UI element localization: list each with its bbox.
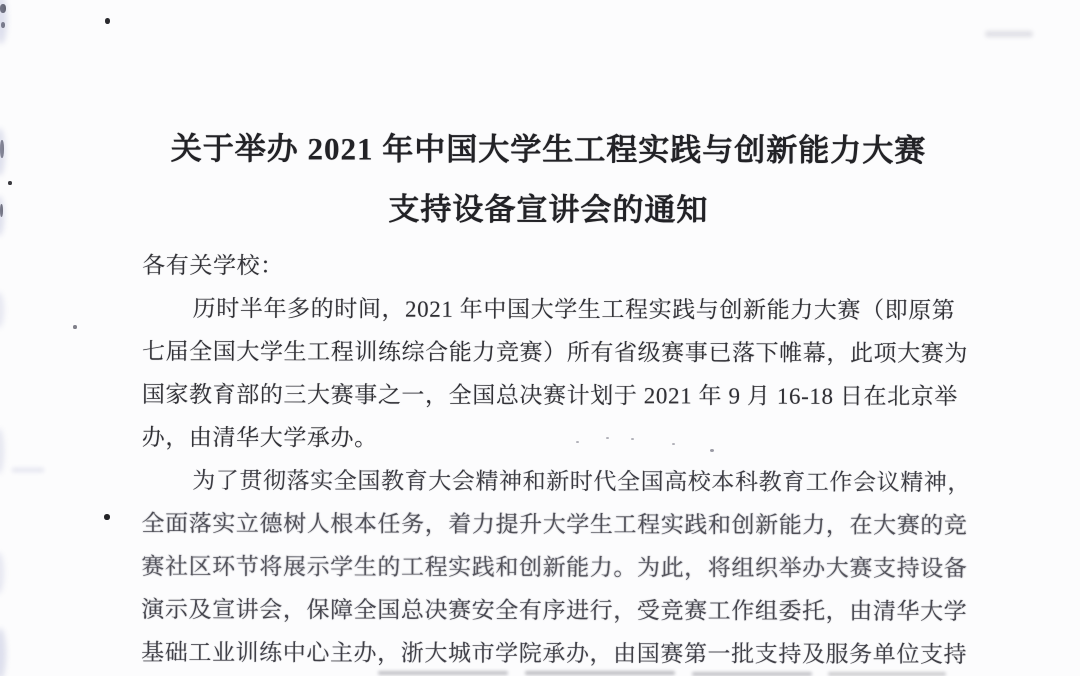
paragraph-2-line-4: 演示及宣讲会，保障全国总决赛安全有序进行，受竞赛工作组委托，由清华大学: [141, 596, 968, 625]
paragraph-1-line-4: 办，由清华大学承办。: [141, 424, 378, 451]
scan-dot: [631, 438, 634, 440]
cutoff-next-line-smudge: [378, 671, 508, 675]
paragraph-1-line-2: 七届全国大学生工程训练综合能力竞赛）所有省级赛事已落下帷幕，此项大赛为: [141, 338, 968, 367]
scan-dot: [606, 437, 609, 439]
scan-dot: [672, 443, 675, 445]
title-line-2: 支持设备宣讲会的通知: [388, 191, 709, 228]
salutation: 各有关学校：: [142, 252, 284, 279]
title-line-1: 关于举办 2021 年中国大学生工程实践与创新能力大赛: [170, 131, 927, 169]
scan-speck: [73, 325, 77, 329]
scan-speck: [8, 181, 12, 185]
paragraph-2-line-3: 赛社区环节将展示学生的工程实践和创新能力。为此，将组织举办大赛支持设备: [141, 553, 968, 582]
paragraph-2-line-1: 为了贯彻落实全国教育大会精神和新时代全国高校本科教育工作会议精神，: [192, 468, 972, 496]
scan-speck: [104, 514, 110, 520]
paragraph-1-line-1: 历时半年多的时间，2021 年中国大学生工程实践与创新能力大赛（即原第: [192, 296, 956, 324]
cutoff-next-line-smudge: [525, 671, 675, 675]
cutoff-next-line-smudge: [692, 672, 812, 676]
scan-streak: [12, 468, 44, 472]
document-body: [141, 244, 972, 676]
scan-speck: [105, 18, 110, 24]
paragraph-2-line-5: 基础工业训练中心主办，浙大城市学院承办，由国赛第一批支持及服务单位支持: [141, 639, 968, 668]
paragraph-1-line-3: 国家教育部的三大赛事之一，全国总决赛计划于 2021 年 9 月 16-18 日在北京举: [141, 381, 958, 410]
document-title: [140, 119, 956, 241]
paragraph-2-line-2: 全面落实立德树人根本任务，着力提升大学生工程实践和创新能力，在大赛的竞: [141, 510, 968, 539]
scan-dot: [710, 449, 714, 452]
scan-smudge: [985, 31, 1033, 37]
cutoff-next-line-smudge: [828, 672, 946, 676]
scan-dot: [576, 441, 579, 443]
